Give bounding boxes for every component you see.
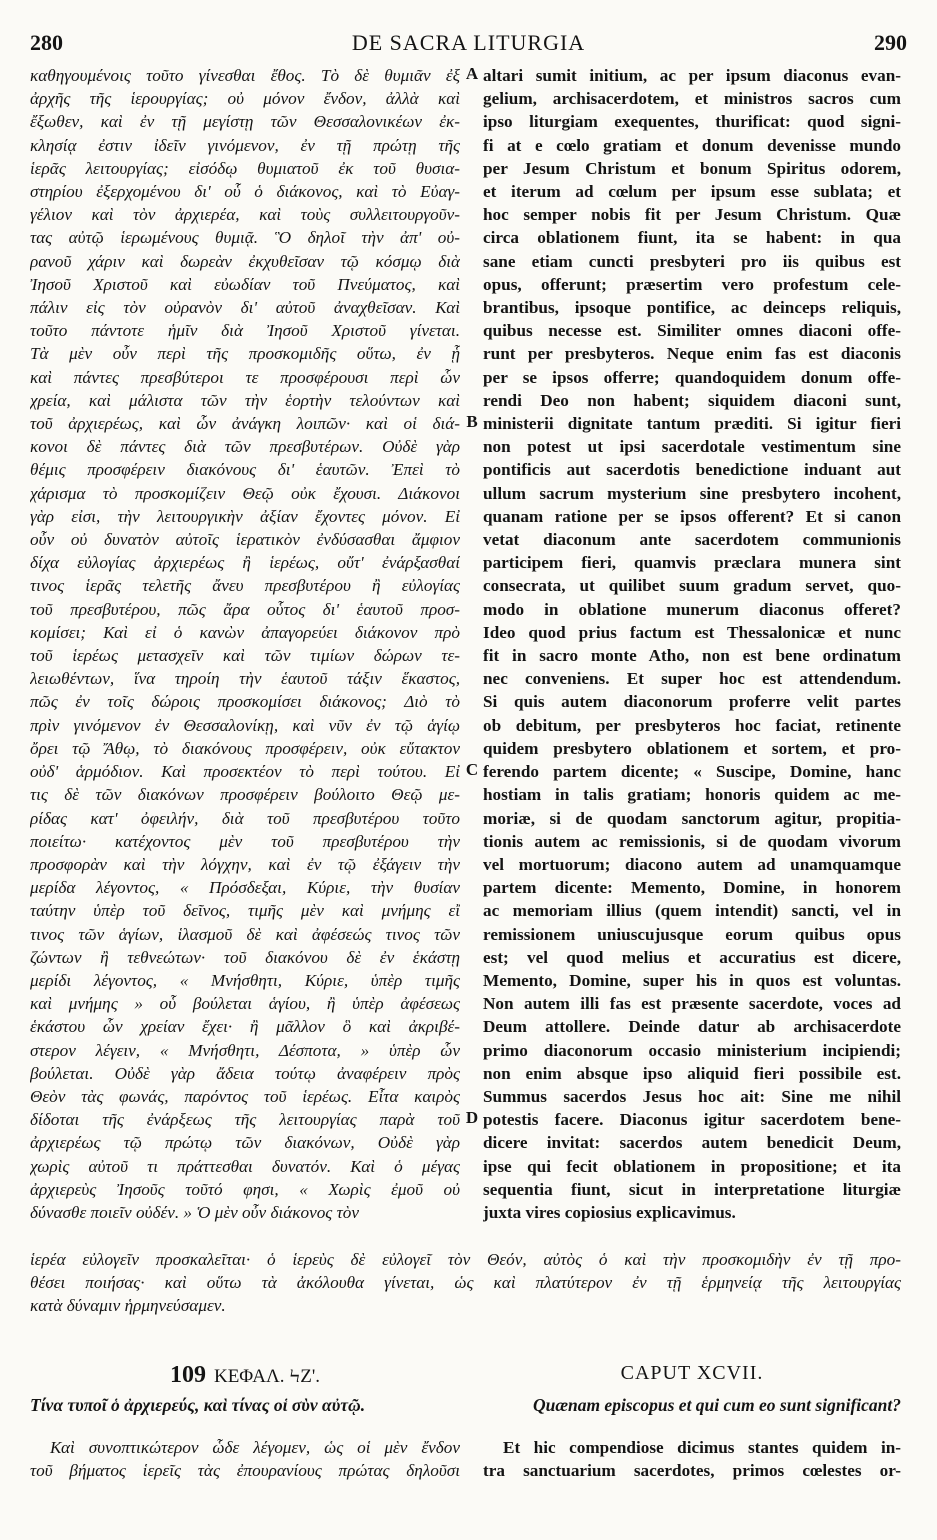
latin-text-line: fi at e cœlo gratiam et donum devenisse mundo — [483, 135, 901, 155]
latin-text-line: gelium, archisacerdotem, et ministros sacros cum — [483, 89, 901, 109]
latin-text-line: Summus sacerdos Jesus hoc ait: Sine me nihil — [483, 1086, 901, 1106]
latin-text-line: potestis facere. Diaconus igitur sacerdotem bene- — [483, 1110, 901, 1130]
greek-text-line: μερίδι λέγοντος, « Μνήσθητι, Κύριε, ὑπὲρ τιμῆς — [30, 970, 460, 990]
greek-text-line: ἀρχιερέως τῷ πρώτῳ τῶν διακόνων, Οὐδὲ γὰρ — [30, 1133, 460, 1153]
latin-text-line: partem dicente: Memento, Domine, in honorem — [483, 878, 901, 898]
latin-text-line: per Jesum Christum et bonum Spiritus odorem, — [483, 158, 901, 178]
latin-text-line: ferendo partem dicente; « Suscipe, Domine, hanc — [483, 762, 901, 782]
greek-text-line: οὐδ' ἁρμόδιον. Καὶ προσεκτέον τὸ περὶ τούτου. Εἰ — [30, 762, 460, 782]
margin-letter-b: B — [466, 412, 478, 431]
latin-text-line: vel mortuorum; diacono autem ad unamquamque — [483, 854, 901, 874]
latin-text-line: pontificis aut sacerdotis benedictione induant aut — [483, 460, 901, 480]
chapter-label-latin: CAPUT XCVII. — [620, 1362, 764, 1384]
latin-text-line: altari sumit initium, ac per ipsum diaconus evan- — [483, 66, 901, 85]
latin-text-line: tionis autem ac remissionis, si de quodam vivorum — [483, 831, 901, 851]
latin-text-line: dicere invitat: sacerdos autem benedicit Deum, — [483, 1133, 901, 1153]
greek-text-line: καὶ πάντες πρεσβύτεροι τε προσφέρουσι περὶ ὧν — [30, 367, 460, 387]
greek-text-line: Θεὸν τὰς φωνάς, παρόντος τοῦ ἱερέως. Εἶτα καιρὸς — [30, 1086, 460, 1106]
greek-text-line: χρεία, καὶ μάλιστα τῶν τὴν ἑορτὴν τελούντων καὶ — [30, 390, 460, 410]
latin-text-line: Ideo quod prius factum est Thessalonicæ et nunc — [483, 622, 901, 642]
chapter-heading-latin — [483, 1362, 901, 1385]
greek-text-line: οὖν οὐ δυνατὸν αὐτοῖς ἱερατικὸν ἐνδύσασθαι ἄμφιον — [30, 530, 460, 550]
greek-text-line: δίχα εὐλογίας ἀρχιερέως ἢ ἱερέως, οὔτ' ἐνάρξασθαί — [30, 553, 460, 573]
full-width-greek-lines — [30, 1248, 901, 1318]
greek-text-line: γέλιον καὶ τὸν ἀρχιερέα, καὶ τοὺς συλλειτουργοῦν- — [30, 205, 460, 225]
greek-text-line: μερίδα λέγοντος, « Πρόσδεξαι, Κύριε, τὴν θυσίαν — [30, 878, 460, 898]
latin-text-line: et iterum ad cœlum per ipsum esse sublata; et — [483, 182, 901, 202]
latin-text-line: runt per presbyteros. Neque enim fas est diaconis — [483, 344, 901, 364]
greek-text-line: χάρισμα τὸ προσκομίζειν Θεῷ οὐκ ἔχουσι. Διάκονοι — [30, 483, 460, 503]
greek-text-line: καθηγουμένοις τοῦτο γίνεσθαι ἔθος. Τὸ δὲ θυμιᾶν ἐξ — [30, 66, 460, 85]
chapter-subtitle-greek: Τίνα τυποῖ ὁ ἀρχιερεύς, καὶ τίνας οἱ σὺν αὐτῷ. — [30, 1395, 366, 1415]
latin-text-line: circa oblationem fiunt, ita se habent: in qua — [483, 228, 901, 248]
greek-text-line: τινος ἱερᾶς τελετῆς ἄνευ πρεσβυτέρου ἢ εὐλογίας — [30, 576, 460, 596]
greek-text-line: ἑκάστου ὧν χρείαν ἔχει· ἢ μᾶλλον ὃ καὶ ἀκριβέ- — [30, 1017, 460, 1037]
latin-text-line: Deum attollere. Deinde datur ab archisacerdote — [483, 1017, 901, 1037]
latin-text-line: quidem presbytero oblationem et sortem, et pro- — [483, 738, 901, 758]
greek-column — [30, 64, 460, 1224]
greek-text-line: ταύτην ὑπὲρ τοῦ δεῖνος, τιμῆς μὲν καὶ μνήμης εἴ — [30, 901, 460, 921]
page-number-left: 280 — [30, 30, 63, 55]
latin-text-line: Non autem illi fas est præsente sacerdote, voces ad — [483, 994, 901, 1014]
greek-text-line: Τὰ μὲν οὖν περὶ τῆς προσκομιδῆς οὕτω, ἐν ᾗ — [30, 344, 460, 364]
greek-text-line: τας αὐτῷ ἱερωμένους θυμιᾷ. Ὃ δηλοῖ τὴν ἀπ' οὐ- — [30, 228, 460, 248]
greek-text-line: δίδοται τῆς ἐνάρξεως τῆς λειτουργίας παρὰ τοῦ — [30, 1110, 460, 1130]
chapter-number: 109 — [169, 1362, 206, 1388]
greek-text-line: πάλιν εἰς τὸν οὐρανὸν δι' αὐτοῦ ἀναχθεῖσαν. Καὶ — [30, 298, 460, 318]
greek-text-line: κομίσει; Καὶ εἰ ὁ κανὼν ἀπαγορεύει διάκονον πρὸ — [30, 622, 460, 642]
greek-text-line: κονοι δὲ πάντες διὰ τῶν πρεσβυτέρων. Οὐδὲ γὰρ — [30, 437, 460, 457]
greek-text-line: Ἰησοῦ Χριστοῦ καὶ εὐωδίαν τοῦ Πνεύματος, καὶ — [30, 274, 460, 294]
latin-text-line: consecrata, ut quilibet suum gradum servet, quo- — [483, 576, 901, 596]
latin-text-line: fit in sacro monte Atho, non est bene ordinatum — [483, 646, 901, 666]
latin-text-line: juxta vires copiosius explicavimus. — [483, 1202, 736, 1222]
greek-text-line: πρὶν γινόμενον ἐν Θεσσαλονίκῃ, καὶ νῦν ἐν τῷ ἁγίῳ — [30, 715, 460, 735]
full-width-text-line: ἱερέα εὐλογεῖν προσκαλεῖται· ὁ ἱερεὺς δὲ εὐλογεῖ τὸν Θεόν, αὐτὸς ὁ καὶ τὴν προσκομιδὴν ἐν τῇ προ- — [30, 1250, 901, 1269]
latin-text-line: nec conveniens. Et super hoc est attendendum. — [483, 669, 901, 689]
greek-text-line: γὰρ εἰσι, τὴν λειτουργικὴν ἀξίαν ἔχοντες μόνον. Εἰ — [30, 506, 460, 526]
latin-text-line: quibus necesse est. Similiter omnes diaconi offe- — [483, 321, 901, 341]
chapter-greek-text-line: Καὶ συνοπτικώτερον ὧδε λέγομεν, ὡς οἱ μὲν ἔνδον — [50, 1438, 460, 1457]
latin-text-line: Memento, Domine, super his in quos est voluntas. — [483, 970, 901, 990]
latin-text-line: vetat diaconum ante sacerdotem communionis — [483, 530, 901, 550]
greek-text-line: χωρὶς αὐτοῦ τι πράττεσθαι δυνατόν. Καὶ ὁ μέγας — [30, 1156, 460, 1176]
greek-text-line: τινος τῶν ἁγίων, ἱλασμοῦ δὲ καὶ ἀφέσεώς τινος τῶν — [30, 924, 460, 944]
greek-text-line: καὶ μνήμης » οὗ βούλεται ἁγίου, ἢ ὑπὲρ ἀφέσεως — [30, 994, 460, 1014]
greek-text-line: τις δὲ τῶν διακόνων προσφέρειν βούλοιτο Θεῷ με- — [30, 785, 460, 805]
chapter-subtitle-latin: Quænam episcopus et qui cum eo sunt significant? — [532, 1395, 901, 1415]
latin-text-line: hostiam in talis gratiam; honoris quidem ac me- — [483, 785, 901, 805]
latin-text-line: ullum sacrum mysterium sine presbytero incohent, — [483, 483, 901, 503]
greek-text-line: ρανοῦ χάριν καὶ δωρεὰν ἐκχυθεῖσαν τῷ κόσμῳ διὰ — [30, 251, 460, 271]
latin-text-line: participem fieri, quamvis præclara munera sint — [483, 553, 901, 573]
latin-text-line: ac memoriam illius (quem intendit) sancti, vel in — [483, 901, 901, 921]
latin-column — [483, 64, 901, 1224]
latin-text-line: ipse qui fecit oblationem in propositione; et ita — [483, 1156, 901, 1176]
chapter-heading-greek — [30, 1362, 460, 1389]
margin-letter-c: C — [465, 760, 479, 779]
greek-text-line: προσφορὰν καὶ τὴν λόγχην, καὶ ἐν τῷ ἐξάγειν τὴν — [30, 854, 460, 874]
greek-text-line: τοῦ ἱερέως μετασχεῖν καὶ τῶν τιμίων δώρων τε- — [30, 646, 460, 666]
latin-text-line: est; vel quod melius et accuratius est dicere, — [483, 947, 901, 967]
margin-letter-a: A — [465, 64, 479, 83]
greek-text-line: πῶς ἐν τοῖς δώροις προσκομίσει διάκονος; Διὸ τὸ — [30, 692, 460, 712]
greek-text-line: δύνασθε ποιεῖν οὐδέν. » Ὁ μὲν οὖν διάκονος τὸν — [30, 1202, 359, 1222]
greek-text-line: κλησίᾳ ἐστιν ἰδεῖν γινόμενον, ἐν τῇ πρώτῃ τῆς — [30, 135, 460, 155]
latin-text-line: brantibus, ipsoque pontifice, ac deinceps reliquis, — [483, 298, 901, 318]
chapter-label-greek: ΚΕΦΑΛ. ϞΖ'. — [213, 1366, 321, 1387]
latin-text-line: remissionem uniuscujusque eorum quibus opus — [483, 924, 901, 944]
greek-text-line: τοῦτο πάντοτε ἡμῖν διὰ Ἰησοῦ Χριστοῦ γίνεται. — [30, 321, 460, 341]
chapter-latin-text-line: tra sanctuarium sacerdotes, primos cœlestes or- — [483, 1461, 901, 1481]
chapter-greek-text-line: τοῦ βήματος ἱερεῖς τὰς ἐπουρανίους πρώτας δηλοῦσι — [30, 1461, 460, 1481]
greek-text-line: λειωθέντων, ἵνα τηροίη τὴν ἑαυτοῦ τάξιν ἕκαστος, — [30, 669, 460, 689]
latin-text-line: quanam ratione per se ipsos offerent? Et si canon — [483, 506, 901, 526]
greek-text-line: στερον λέγειν, « Μνήσθητι, Δέσποτα, » ὑπὲρ ὧν — [30, 1040, 460, 1060]
latin-text-line: hoc semper nobis fit per Jesum Christum. Quæ — [483, 205, 901, 225]
chapter-latin-text-line: Et hic compendiose dicimus stantes quidem in- — [503, 1438, 901, 1457]
latin-text-line: primo diaconorum occasio ministerium incipiendi; — [483, 1040, 901, 1060]
full-width-text-line: κατὰ δύναμιν ἡρμηνεύσαμεν. — [30, 1296, 226, 1316]
chapter-text-latin — [483, 1436, 901, 1482]
page-number-right: 290 — [874, 30, 907, 55]
latin-text-line: non potest ut ipsi sacerdotale vestimentum sine — [483, 437, 901, 457]
greek-text-line: ἔξωθεν, καὶ ἐν τῇ μεγίστῃ τῶν Θεσσαλονικέων ἐκ- — [30, 112, 460, 132]
latin-text-line: rendi Deo non habent; siquidem diaconi sunt, — [483, 390, 901, 410]
greek-text-line: ζώντων ἢ τεθνεώτων· τοῦ διακόνου δὲ ἐν ἑκάστῃ — [30, 947, 460, 967]
latin-text-line: opus, offerunt; præsertim vero profestum cele- — [483, 274, 901, 294]
greek-text-line: στηρίου ἐξερχομένου δι' οὗ ὁ διάκονος, καὶ τὸ Εὐαγ- — [30, 182, 460, 202]
greek-text-line: ἱερᾶς λειτουργίας; εἰσόδῳ θυμιατοῦ ἐκ τοῦ θυσια- — [30, 158, 460, 178]
latin-text-line: ob debitum, per presbyteros hoc faciat, retinente — [483, 715, 901, 735]
running-header — [30, 30, 907, 60]
greek-text-line: ἀρχῆς τῆς ἱερουργίας; οὐ μόνον ἔνδον, ἀλλὰ καὶ — [30, 89, 460, 109]
latin-text-line: non enim absque ipso aliquid fieri possibile est. — [483, 1063, 901, 1083]
latin-text-line: per se ipsos offerre; quandoquidem donum offe- — [483, 367, 901, 387]
margin-letter-d: D — [465, 1108, 479, 1127]
latin-text-line: moriæ, si de quodam sanctorum agitur, propitia- — [483, 808, 901, 828]
greek-text-line: ἀρχιερεὺς Ἰησοῦς τοῦτό φησι, « Χωρὶς ἐμοῦ οὐ — [30, 1179, 460, 1199]
latin-text-line: ipso liturgiam exequentes, thurificat: quod signi- — [483, 112, 901, 132]
greek-text-line: θέμις προσφέρειν διακόνους δι' ἑαυτῶν. Ἐπεὶ τὸ — [30, 460, 460, 480]
greek-text-line: ὄρει τῷ Ἄθῳ, τὸ διακόνους προσφέρειν, οὐκ εὔτακτον — [30, 738, 460, 758]
full-width-text-line: θέσει ποιήσας· καὶ οὕτω τὰ ἀκόλουθα γίνεται, ὡς καὶ πλατύτερον ἐν τῇ ἑρμηνείᾳ τῆς λειτουργίας — [30, 1273, 901, 1293]
greek-text-line: βούλεται. Οὐδὲ γὰρ ἄδεια τούτῳ ἀναφέρειν πρὸς — [30, 1063, 460, 1083]
latin-text-line: sane etiam cuncti presbyteri pro iis quibus est — [483, 251, 901, 271]
latin-text-line: modo in oblatione munerum diaconus offeret? — [483, 599, 901, 619]
running-title: DE SACRA LITURGIA — [351, 30, 586, 55]
latin-text-line: Si quis autem diaconorum proferre velit partes — [483, 692, 901, 712]
greek-text-line: ρίδας κατ' ὀφειλήν, διὰ τοῦ πρεσβυτέρου τοῦτο — [30, 808, 460, 828]
chapter-text-greek — [30, 1436, 460, 1482]
latin-text-line: ministerii dignitate tantum præditi. Si igitur fieri — [483, 414, 901, 434]
latin-text-line: sequentia fiunt, sicut in interpretatione liturgiæ — [483, 1179, 901, 1199]
greek-text-line: τοῦ πρεσβυτέρου, πῶς ἄρα οὗτος δι' ἑαυτοῦ προσ- — [30, 599, 460, 619]
greek-text-line: ποιείτω· κατέχοντος μὲν τοῦ πρεσβυτέρου τὴν — [30, 831, 460, 851]
greek-text-line: τοῦ ἀρχιερέως, καὶ ὧν ἀνάγκη λοιπῶν· καὶ οἱ διά- — [30, 414, 460, 434]
